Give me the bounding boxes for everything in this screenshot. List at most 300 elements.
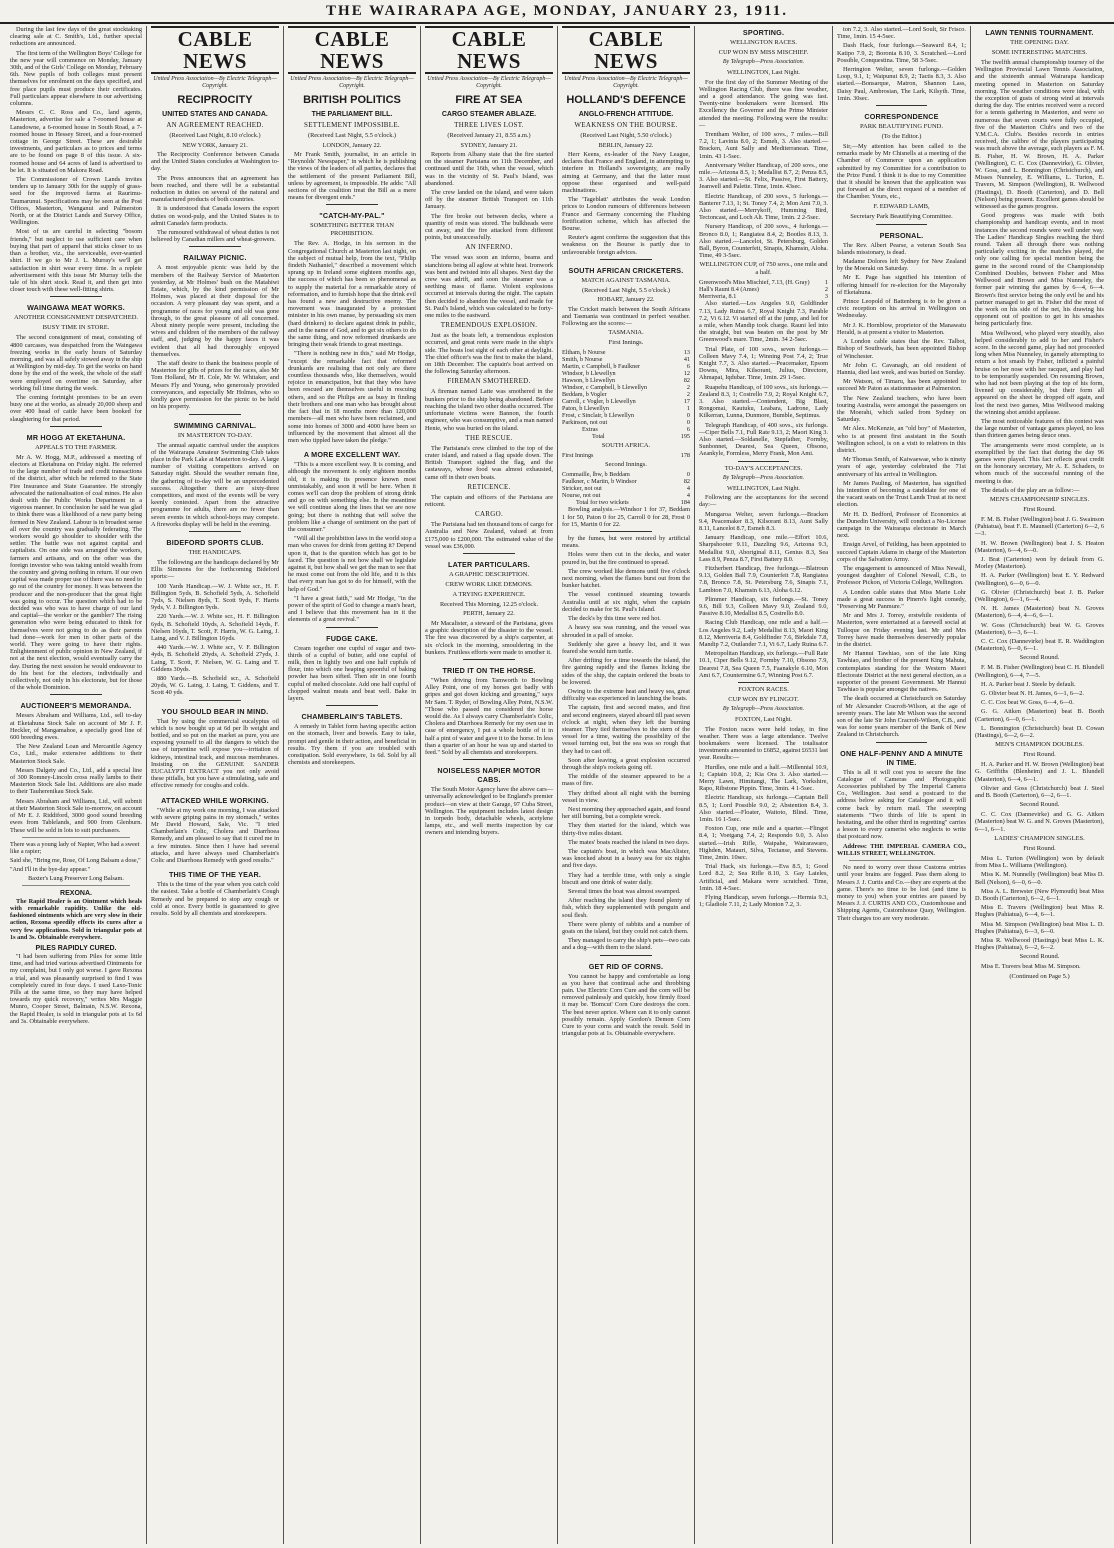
runs: 1 xyxy=(686,405,690,413)
para: by the fumes, but were restored by artificial means. xyxy=(562,535,690,550)
divider xyxy=(189,246,240,247)
divider xyxy=(600,955,651,956)
para: Suddenly she gave a heavy list, and it was feared she would turn turtle. xyxy=(562,640,690,655)
received-line: (Received Last Night, 8.10 o'clock.) xyxy=(169,132,261,139)
column-2 xyxy=(147,26,284,1544)
para: A London cable states that Miss Marie Lohr made a great success in Pinero's light comedy, "Preserving Mr Panmure." xyxy=(837,588,966,610)
horse: Hall's Rauni 8.4 (Ames) xyxy=(699,286,759,294)
divider xyxy=(876,742,928,743)
para: This is the time of the year when you catch cold the easiest. Take a bottle of Chamberlain's Cough Remedy and be prepared to stop any cough or cold at once. Every bottle is guaranteed to give results. Sold by all chemists and storekeepers. xyxy=(151,881,279,918)
match-result: L. Bonnington (Christchurch) beat D. Cowan (Hastings), 6—2, 6—2. xyxy=(975,724,1104,740)
divider xyxy=(463,759,514,760)
subheadline: SOME INTERESTING MATCHES. xyxy=(991,49,1088,56)
para: Mr Thomas Smith, of Kaiwaewae, who is ninety years of age, yesterday celebrated the 71st anniversary of his arrival in Wellington. xyxy=(837,456,966,478)
total-runs: 195 xyxy=(680,433,690,441)
para: The details of the play are as follow:— xyxy=(981,486,1080,494)
dateline: FOXTON, Last Night. xyxy=(735,716,792,724)
dateline: BERLIN, January 22. xyxy=(598,141,654,149)
runs: 0 xyxy=(686,419,690,427)
para: A London cable states that the Rev. Talbot, Bishop of Southwark, has been appointed Bishop of Winchester. xyxy=(837,338,966,360)
para: For the first day of the Summer Meeting of the Wellington Racing Club, there was fine weather, and a good attendance. The going was fast. Twenty-nine bookmakers were licensed. His Excellency the Governor and the Prime Minister attended the meeting. Following were the results:— xyxy=(699,78,828,129)
para: Messrs Dalgety and Co., Ltd., add a special line of 300 Romney-Lincoln cross really lambs to their Masterton Stock Sale list. Additions are also made to their Tauherenikau Stock Sale. xyxy=(10,766,142,796)
headline: BIDEFORD SPORTS CLUB. xyxy=(166,537,264,547)
para: "I have a great faith," said Mr Hodge, "in the power of the spirit of God to change a man's heart, and I believe that this movement has in it the elements of a great revival." xyxy=(288,594,416,624)
table-row xyxy=(699,286,828,293)
para: The Reciprocity Conference between Canada and the United States concludes at Washington to-day. xyxy=(151,151,279,173)
table-row xyxy=(699,279,828,286)
table-row xyxy=(562,426,690,433)
scorecard-south-africa xyxy=(562,452,690,459)
headline: BRITISH POLITICS xyxy=(303,94,401,106)
match-result: C. C. Cox beat W. Goss, 6—4, 6—0. xyxy=(981,699,1074,707)
total-label: Total xyxy=(592,433,605,441)
team-name: TASMANIA. xyxy=(608,329,644,337)
para: The arrangements were most complete, as is exemplified by the fact that during the day 96 games were played. This fact reflects great credit on the honorary secretary, Mr A. E. Schaders, to whom much of the successful running of the meeting is due. xyxy=(975,441,1104,485)
subheadline: WEAKNESS ON THE BOURSE. xyxy=(574,121,678,129)
headline: WAINGAWA MEAT WORKS. xyxy=(27,303,125,313)
match-result: Miss E. Travers (Wellington) beat Miss R. Hughes (Pahiatua), 6—4, 6—1. xyxy=(975,904,1104,919)
runs: 12 xyxy=(683,370,690,378)
divider xyxy=(738,682,790,683)
batsman: Windsor, c Campbell, b Llewellyn xyxy=(562,384,648,392)
subheadline: THREE LIVES LOST. xyxy=(454,121,524,129)
match-result: G. Olivier beat N. H. James, 6—1, 6—2. xyxy=(981,690,1085,698)
batsman: Smith, b Nourse xyxy=(562,356,603,364)
para: The staff desire to thank the business people of Masterton for gifts of prizes for the races, also Mr Tom Holland, Mr H. Cole, Mr W. Whitaker, and Messrs Fly and Young, who generously provided conveyances, and especially Mr Holmes, who so kindly gave permission for the picnic to be held on his property. xyxy=(151,360,279,411)
batsman: Stricker, not out xyxy=(562,485,602,493)
placing: 3 xyxy=(824,293,828,301)
batsman: Extras xyxy=(582,426,598,434)
para: The Rev. A. Hodge, in his sermon in the Congregational Church at Masterton last night, on the subject of mutual help, from the text, "Philip findeth Nathaniel," described a movement which sprang up in Ireland some eighteen months ago, the success of which has been so phenomenal as to supply the material for a remarkable story of reformation, and to furnish hope that the drink evil has found a new and destructive enemy. The movement was inaugurated by a protestant minister in his own manse, by persuading six men (hard drinkers) to declare against drink in public, and in the name of God, and to get six others to do the same thing, and now reformed drunkards are bringing their weak friends to great meetings. xyxy=(288,240,416,349)
table-row xyxy=(562,384,690,391)
subheadline: FIREMAN SMOTHERED. xyxy=(447,377,531,386)
para: Plimmer Handicap, six furlongs.—St. Toney 9.6, Bill 9.3, Colleen Mavy 9.0, Zealand 9.0, Passive 8.10, Medallist 8.5, Costrello 8.0. xyxy=(699,595,828,618)
para: Prince Leopold of Battenberg is to be given a civic reception on his arrival in Wellington on Wednesday. xyxy=(837,298,966,320)
para: This is all it will cost you to secure the fine Catalogue of Cameras and Photographic Accessories published by The Imperial Camera Co., Wellington. Just send a postcard to the address below asking for Catalogue and it will come back by return mail. The sweeping statements "Two thirds of life is spent in hesitating, and the other third in regretting" carries a lesson to every camerist who neglects to write that postcard now. xyxy=(837,768,966,841)
para: The first term of the Wellington Boys' College for the new year will commence on Monday, January 30th, and of the Girls' College on Monday, February 6th. New pupils of both colleges must present themselves for enrolment on the days specified, and free place pupils must produce their certificates. Full particulars appear elsewhere in our advertising columns. xyxy=(10,49,142,108)
match-result: Miss E. Travers beat Miss M. Simpson. xyxy=(981,963,1081,971)
para: Mr Alex. McKenzie, an "old boy" of Masterton, who is at present first assistant in the South Wellington school, is on a visit to relatives in this district. xyxy=(837,425,966,454)
para: They managed to carry the ship's pets—two cats and a dog—with them to the island. xyxy=(562,937,690,952)
headline: CHAMBERLAIN'S TABLETS. xyxy=(301,712,403,722)
para: Ensign Arvel, of Feilding, has been appointed to succeed Captain Adams in charge of the Masterton corps of the Salvation Army. xyxy=(837,541,966,563)
match-result: H. A. Parker and H. W. Brown (Wellington) beat G. Griffiths (Blenheim) and J. L. Blundell (Masterton), 6—4, 6—1. xyxy=(975,761,1104,783)
headline: ONE HALF-PENNY AND A MINUTE IN TIME. xyxy=(840,748,963,767)
press-association: United Press Association—By Electric Telegraph—Copyright. xyxy=(427,76,551,89)
subheadline: CARGO. xyxy=(474,510,504,519)
divider xyxy=(22,837,130,838)
dateline: PERTH, January 22. xyxy=(463,610,515,618)
para: Herr Keens, ex-leader of the Navy League, declares that France and England, in attempting to interfere in Holland's sovereignty, are really aiming at Germany, and that the latter must oppose these organised and well-paid machinations. xyxy=(562,151,690,195)
race-title: WELLINGTON CUP, of 750 sovs., one mile and a half. xyxy=(699,261,828,277)
table-row xyxy=(562,478,690,485)
verse-line: Said she, "Bring me, Rose, Of Long Balsam a dose," xyxy=(10,856,141,864)
innings-label: First Innings xyxy=(562,452,594,460)
para: The engagement is announced of Miss Newall, youngest daughter of Colonel Newall, C.B., to Professor Pickon, of Victoria College, Wellington. xyxy=(837,564,966,587)
divider xyxy=(600,531,651,532)
para: The Cricket match between the South Africans and Tasmania was continued in perfect weather. Following are the scores:— xyxy=(562,305,690,328)
para: It is understood that Canada lowers the export duties on wood-pulp, and the United States is to admit Canada's farm products. xyxy=(151,205,279,227)
match-result: C. C. Cox (Dannevirke) and G. G. Aitken (Masterton) beat W. G. and N. Groves (Masterton), 6—1, 6—1. xyxy=(975,811,1104,833)
para: Messrs Abraham and Williams, Ltd., sell to-day at Eketahuna Stock Sale on account of Mr J. F. Heckler, of Mangamahoe, a specially good line of 600 breeding ewes. xyxy=(10,712,142,742)
para: "Will all the prohibition laws in the world stop a man who craves for drink from getting it? Depend upon it, that is the question which has got to be faced. The question is not how shall we legislate against it, but how shall we get the man to see that he must come out from the old life, and it is this that every man has got to do for himself, with the help of God." xyxy=(288,535,416,593)
para: The 'Tageblatt' attributes the weak London prices to London rumours of differences between France and Germany concerning the Flushing fortification scheme, which has affected the Bourse. xyxy=(562,196,690,233)
para: The deck's by this time were red hot. xyxy=(568,615,661,623)
runs: 0 xyxy=(686,471,690,479)
subheadline: MATCH AGAINST TASMANIA. xyxy=(581,276,671,284)
headline: A MORE EXCELLENT WAY. xyxy=(303,450,401,460)
para: Good progress was made with both championship and handicap events, and in most instances the second rounds were well under way. The Ladies' Handicap Singles reaching the third round. Taken all through there was nothing particularly exciting in the matches played, the only one calling for special mention being the game in the second round of the Championship Combined Doubles, between Fisher and Miss Wellwood and Brown and Miss Nunneley, the former pair winning the games by 6—4, 6—4. Brown's first service being the only evil he and his partner managed to get in. Fisher did the most of the work on his side of the net, his drawing his opponent out of position to get in his smashes being particularly fine. xyxy=(975,212,1104,328)
batsman: Commaille, lbw, b Beddam xyxy=(562,471,630,479)
divider xyxy=(326,627,377,628)
para: Just as the boats left, a tremendous explosion occurred, and great rents were made in the ship's side. The boats lost sight of each other at daylight. The chief officer's was the first to make the island, on 18th December. The captain's boat arrived on the following Saturday afternoon. xyxy=(425,332,553,376)
para: Dash Hack, four furlongs.—Seaward 8.4, 1; Katipo 7.9, 2; Boronia 8.10, 3. Scratched.—Lord Possible, Conquestina. Time, 58 3-5sec. xyxy=(837,42,966,64)
para: The annual aquatic carnival under the auspices of the Wairarapa Amateur Swimming Club takes place in the Park Lake at Masterton to-day. A large number of visiting competitors arrived on Saturday night. Should the weather remain fine, the gathering of to-day will be an unprecedented success. Altogether there are sixty-three competitors, and most of the events will be very keenly contested. Apart from the attractive programme for adults, there are no fewer than seven events in which school-boys may compete. A fireworks display will be held in the evening. xyxy=(151,441,279,528)
section-title: CABLE NEWS xyxy=(288,26,416,74)
para: You cannot be happy and comfortable as long as you have that continual ache and throbbing pain. Use Electric Corn Cure and the corn will be removed painlessly and quickly, how firmly fixed it may be. 'Bomcut' Corn Cure destroys the corn. The best never aprice. Where can it to only cannot possibly remain. Apply Gordon's Demon Corn Cure to your corns and watch the result. Sold in triangular pots at 1s. Obtainable everywhere. xyxy=(562,972,690,1038)
headline: LATER PARTICULARS. xyxy=(448,559,530,569)
headline: FIRE AT SEA xyxy=(455,94,523,106)
subheadline: CUP WON BY MISS MISCHIEF. xyxy=(718,49,809,56)
section-title: CABLE NEWS xyxy=(562,26,690,74)
placing: 1 xyxy=(824,279,828,287)
para: A remedy in Tablet form having specific action on the stomach, liver and bowels. Easy to take, prompt and gentle in their action, and beneficial in results. Try them if you are troubled with constipation. Sold everywhere, 1s 6d. Sold by all chemists and storekeepers. xyxy=(288,723,416,767)
para: There were plenty of rabbits and a number of goats on the island, but they could not catch them. xyxy=(562,920,690,936)
para: Mr and Mrs J. Torrey, erstwhile residents of Masterton, were entertained at a farewell social at Tulloque on Friday evening last. Mr and Mrs Torrey have made themselves deservedly popular in the district. xyxy=(837,612,966,649)
subheadline: FOXTON RACES. xyxy=(738,686,789,694)
para: Several times the boat was almost swamped. xyxy=(568,888,681,895)
byline: By Telegraph—Press Association. xyxy=(722,474,805,481)
divider xyxy=(189,414,240,415)
subheadline: THE PARLIAMENT BILL. xyxy=(311,111,393,118)
para: 100 Yards Handicap.—W. J. White scr., H. F. Billington 5yds, B. Schofield 5yds, A. Schofield 7yds, S. Nielsen 8yds, T. Scott 9yds, F. Harris 9yds, V. J. Billington 9yds. xyxy=(151,582,279,612)
dateline: NEW YORK, January 21. xyxy=(182,141,248,149)
press-association: United Press Association—By Electric Telegraph—Copyright. xyxy=(564,76,688,89)
para: Mr Frank Smith, journalist, in an article in "Reynolds' Newspaper," in which he is publishing the views of the leaders of all parties, declares that the settlement of the present Parliament Bill, unless by agreement, is impossible. He adds: "All sections of the coalition treat the Bill as a mere means for divergent ends." xyxy=(288,151,416,202)
headline: MR HOGG AT EKETAHUNA. xyxy=(26,432,126,442)
para: 220 Yards.—W. J. White scr., H. F. Billington 6yds, B. Schofield 10yds, A. Schofield 14yds, F. Nielsen 16yds, T. Scott, F. Harris, W. G. Laing, J. Laing, and V. J. Billington 16yds. xyxy=(151,613,279,642)
dateline: SYDNEY, January 21. xyxy=(460,141,518,149)
table-row xyxy=(562,492,690,499)
table-row xyxy=(562,471,690,478)
match-result: Miss A. L. Brewster (New Plymouth) beat Miss D. Booth (Carterton), 6—2, 6—1. xyxy=(975,887,1104,902)
para: Trial Hack, six furlongs.—Eva 8.5, 1; Good Lord 8.2, 2; Sea Rifle 8.10, 3. Gay Laieles, Artificial, and Makara were scratched. Time, 1min. 18 4-5sec. xyxy=(699,863,828,892)
para: Messrs C. C. Ross and Co., land agents, Masterton, advertise for sale a 7-roomed house at Lansdowne, a 6-roomed house in South Road, a 7-roomed house in Hessey Street, and a four-roomed cottage in George Street. These are desirable investments, and particulars as to prices and terms are to be found on page 8 of this issue. A six-roomed house and 64 acres of land is advertised to be let. It is situated on Makora Road. xyxy=(10,109,142,174)
headline: YOU SHOULD BEAR IN MIND. xyxy=(161,706,269,716)
para: Mr Macalister, a steward of the Parisiana, gives a graphic description of the disaster to the vessel. The fire was discovered by a ship's carpenter, at six o'clock in the morning, smouldering in the bunkers. Fruitless efforts were made to smother it. xyxy=(425,619,553,656)
headline: THIS TIME OF THE YEAR. xyxy=(168,870,262,880)
divider xyxy=(50,426,103,427)
match-result: H. A. Parker beat J. Steele by default. xyxy=(981,680,1076,688)
table-row xyxy=(562,349,690,356)
ad-title: PILES RAPIDLY CURED. xyxy=(35,944,117,952)
divider xyxy=(876,224,928,225)
dateline: WELLINGTON, Last Night. xyxy=(727,484,800,492)
received-line: (Received January 21, 8.55 a.m.) xyxy=(447,132,531,139)
section-title: CABLE NEWS xyxy=(425,26,553,74)
para: Also started.—Los Angeles 9.0, Goldfinder 7.13, Lady Ruina 6.7, Royal Knight 7.3, Parable 7.2, Vi 6.12. Vi started off at the jump, and led for a mile, when Mandip took charge. Rauni led into the straight, but was beaten on the post by Mr Greenwood's mare. Time, 2min. 34 2-5sec. xyxy=(699,300,828,344)
table-row xyxy=(562,405,690,412)
column-8 xyxy=(971,26,1108,1544)
para: The following are the handicaps declared by Mr Ellis Simmons for the forthcoming Bideford sports:— xyxy=(151,558,279,581)
table-row xyxy=(562,356,690,363)
para: Mr John C. Cavanagh, an old resident of Hannia, died last week, and was buried on Sunday. xyxy=(837,361,966,376)
headline: AUCTIONEER'S MEMORANDA. xyxy=(20,701,132,711)
para: January Handicap, one mile.—Effort 10.6, Sharpshooter 9.11, Dazzling 9.6, Arizona 9.3, Medallist 9.0, Aboriginal 8.11, Genius 8.3, Sea Lass 8.9, Penza 8.7, First Battery 8.0. xyxy=(699,534,828,563)
para: Most of us are careful in selecting "bosom friends," but neglect to use sufficient care when buying that part of apparel that sticks closer to us than a brother, viz., the serviceable, ever-wanted shirt. If we go to Mr J. L. Murray's we'll get satisfaction in shirt wear every time. In a replete advertisement with this issue Mr Murray tells the tale of his shirt stock. Read it, and then get into closer touch with these well-fitting shirts. xyxy=(10,228,142,294)
headline: HOLLAND'S DEFENCE xyxy=(566,94,686,106)
scorecard-tasmania xyxy=(562,349,690,440)
headline: LAWN TENNIS TOURNAMENT. xyxy=(985,28,1094,37)
table-row xyxy=(562,391,690,398)
batsman: Carroll, c Vogler, b Llewellyn xyxy=(562,398,636,406)
para: Nursery Handicap, of 200 sovs., 4 furlongs.—Bronco 8.0, 1; Rangiatea 8.4, 2; Bootles 8.13, 3. Also started.—Lancelot, St. Petersburg, Golden Ball, Byron, Counterfeit, Sinapis, Khamsin, Aloha. Time, 49 3-5sec. xyxy=(699,223,828,260)
match-result: Miss R. Wellwood (Hastings) beat Miss L. K. Hughes (Pahiatua), 6—2, 6—2. xyxy=(975,936,1104,952)
para: Messrs Abraham and Williams, Ltd., will submit at their Masterton Stock Sale to-morrow, on account of Mr E. J. Riddiford, 3000 good sound breeding ewes from Tablelands, and 900 from Glenburn. These will be sold in lots to suit purchasers. xyxy=(10,797,142,834)
match-result: H. W. Brown (Wellington) beat J. S. Heaton (Masterton), 6—4, 6—0. xyxy=(975,539,1104,554)
para: The rumoured withdrawal of wheat duties is not believed by Canadian millers and wheat-growers. xyxy=(151,229,279,244)
ad-title: REXONA. xyxy=(60,889,92,897)
divider xyxy=(463,553,514,554)
column-1 xyxy=(6,26,147,1544)
subheadline: A TRYING EXPERIENCE. xyxy=(452,590,526,598)
batsman: Eltham, b Nourse xyxy=(562,349,606,357)
table-row xyxy=(699,293,828,300)
subheadline: MEN'S CHAMPION DOUBLES. xyxy=(995,741,1084,749)
column-4 xyxy=(421,26,558,1544)
para: The vessel was soon an inferno, beams and stanchions being all aglow at white heat. Ironwork was bent and twisted into all shapes. Next day the crew was adrift, and soon the steamer was a seething mass of flame. Violent explosions occurred at intervals during the night. The captain then decided to abandon the vessel, and made for St. Paul's Island, which was calculated to be forty-one miles to the eastward. xyxy=(425,254,553,320)
divider xyxy=(463,659,514,660)
headline: PERSONAL. xyxy=(879,230,924,240)
section-title: CABLE NEWS xyxy=(151,26,279,74)
match-result: W. Goss (Christchurch) beat W. G. Groves (Masterton), 6—3, 6—1. xyxy=(975,621,1104,636)
subheadline: A GRAPHIC DESCRIPTION. xyxy=(449,570,529,578)
para: The Foxton races were held today, in fine weather. There was a large attendance. Twelve bookmakers were licensed. The totalisator investments amounted to £6852, against £6531 last year. Results:— xyxy=(699,725,828,762)
para: They then started for the island, which was thirty-five miles distant. xyxy=(562,822,690,837)
para: 440 Yards.—W. J. White scr., V. F. Billington 4yds, B. Schofield 20yds, A. Schofield 27yds, J. Laing, T. Scott, F. Nielsen, W. G. Laing and T. Giddens 30yds. xyxy=(151,644,279,673)
runs: 17 xyxy=(683,398,690,406)
divider xyxy=(189,531,240,532)
runs: 2 xyxy=(686,384,690,392)
match-result: G. G. Aitken (Masterton) beat B. Booth (Carterton), 6—0, 6—1. xyxy=(975,708,1104,723)
subheadline: BUSY TIME IN STORE. xyxy=(42,324,110,332)
match-result: G. Olivier (Christchurch) beat J. B. Parker (Wellington), 6—1, 6—4. xyxy=(975,588,1104,604)
headline: NOISELESS NAPIER MOTOR CABS. xyxy=(437,766,541,785)
runs: 0 xyxy=(686,412,690,420)
headline: TRIED IT ON THE HORSE. xyxy=(442,665,536,675)
press-association: United Press Association—By Electric Telegraph—Copyright. xyxy=(153,76,277,89)
divider xyxy=(876,105,928,106)
para: The New Zealand teachers, who have been touring Australia, were amongst the passengers on the Moerahi, which sailed from Sydney on Saturday. xyxy=(837,394,966,424)
masthead xyxy=(0,0,1114,24)
para: 880 Yards.—B. Schofield scr., A. Schofield 20yds, W. G. Laing, J. Laing, T. Giddens, and T. Scott 40 yds. xyxy=(151,674,279,697)
para: The captain and officers of the Parisiana are reticent. xyxy=(425,493,553,508)
divider xyxy=(738,461,790,462)
subheadline: THE HANDICAPS. xyxy=(188,548,242,556)
column-3 xyxy=(284,26,421,1544)
divider xyxy=(326,705,377,706)
para: A most enjoyable picnic was held by the members of the Railway Service of Masterton yesterday, at Mr Holmes' bush on the Matahiwi Estate, which, by the kind permission of Mr Holmes, was placed at their disposal for the occasion. A very pleasant day was spent, and a programme of races for young and old was gone through, to the great pleasure of all concerned. About ninety people were present, including the wives and children of the members of the railway staff, and, judging by the happy faces it was evident that all had thoroughly enjoyed themselves. xyxy=(151,264,279,358)
runs: 2 xyxy=(686,391,690,399)
para: After reaching the island they found plenty of fish, which they supplemented with penguin and soul flesh. xyxy=(562,897,690,919)
round-label: First Round. xyxy=(1023,751,1056,759)
para: The second consignment of meat, consisting of 4800 carcases, was despatched from the Waingawa freezing works in the early hours of Saturday morning, and was all safely stowed away in the ship at Wellington by mid-day. To get the works on hand done by the end of the week, the whole of the staff were employed on overtime on Saturday, after working full time during the week. xyxy=(10,334,142,392)
para: That by using the commercial eucalyptus oil which is now bought up at 6d per lb weight and bottled, and so put on the market as pure, you are exposing yourself to all the dangers to which the use of turpentine will expose you—irritation of kidneys, intestinal track, and mucous membranes. Insisting on the GENUINE SANDER EUCALYPTI EXTRACT you not only avoid these pitfalls, but you have a stimulating, safe and effective remedy for coughs and colds. xyxy=(151,717,279,790)
para: Ruapehu Handicap, of 100 sovs., six furlongs.—Zealand 8.3, 1; Costrello 7.9, 2; Royal Knight 6.7, 3. Also started.—Contendent, Big Blast, Rongomai, Kautuku, Leabara, Ladrone, Lady Kilkerran, Lunna, Dunmore, Bumble, Septimus. xyxy=(699,383,828,420)
match-result: N. H. James (Masterton) beat N. Groves (Masterton), 6—4, 4—6, 6—1. xyxy=(975,605,1104,620)
table-row xyxy=(562,419,690,426)
subheadline: SETTLEMENT IMPOSSIBLE. xyxy=(304,121,400,129)
para: Electric Handicap, of 200 sovs., 5 furlongs.—Banterer 7.13, 1; St. Toney 7.4, 2; Mon Ami 7.0, 3. Also started.—Merrykoff, Humming Bird, Tectoncast, and Loch Alt. Time, 1min. 2 2-5sec. xyxy=(699,192,828,222)
para: Mr Hannui Tawhiao, son of the late King Tawhiao, and brother of the present King Mahuta, contemplates standing for the Western Maori Electorate District at the next general election, as a supporter of the present Government. Mr Hannui Tawhiao is popular amongst the natives. xyxy=(837,650,966,694)
batsman: Frost, c Sinclair, b Llewellyn xyxy=(562,412,634,420)
subheadline: SOMETHING BETTER THAN PROHIBITION. xyxy=(309,222,394,238)
para: Mr J. K. Hornblow, proprietor of the Manawatu Herald, is at present a visitor to Masterton. xyxy=(837,321,966,336)
verse-line: There was a young lady of Napier, Who had a sweet like a rapier; xyxy=(10,840,140,855)
match-result: C. C. Cox (Dannevirke) beat E. R. Waddington (Masterton), 6—0, 6—1. xyxy=(975,638,1104,653)
table-row xyxy=(562,485,690,492)
runs: 82 xyxy=(683,478,690,486)
round-label: Second Round. xyxy=(1019,801,1060,809)
para: The Rev. Albert Pearse, a veteran South Sea Islands missionary, is dead. xyxy=(837,241,966,256)
match-result: J. Brat (Carterton) won by default from G. Morley (Masterton). xyxy=(975,556,1104,571)
batsman: Parkinson, not out xyxy=(562,419,608,427)
para: Mr E. Page has signified his intention of offering himself for re-election for the Mayoralty of Eketahuna. xyxy=(837,274,966,296)
para: The South Motor Agency have the above cars—universally acknowledged to be England's premier product—on view at their Garage, 97 Cuba Street, Wellington. The equipment includes latest design in torpedo body, detachable wheels, acetylene lamps, etc., and well merits inspection by car owners and intending buyers. xyxy=(425,786,553,837)
para: Holes were then cut in the decks, and water poured in, but the fire continued to spread. xyxy=(562,551,690,566)
para: ton 7.2, 3. Also started.—Lord Soult, Sir Frisco. Time, 1min. 15 4-5sec. xyxy=(837,26,966,41)
para: Foxton Cup, one mile and a quarter.—Flingot 8.4, 1; Voetgang 7.4, 2; Respondo 9.0, 3. Also started.—Irish Rifle, Waipahe, Wairarawaro, Highden, Matauri, Silva, Tectanse, and Stevens. Time, 2min. 10sec. xyxy=(699,825,828,861)
para: Cream together one cupful of sugar and two-thirds of a cupful of butter, add one cupful of milk, then in lightly two and one half cupfuls of flour, into which one heaping spoonful of baking powder has been sifted. Then stir in one fourth cupful of melted chocolate. Add one half cupful of chopped walnut meats and beat well. Bake in layers. xyxy=(288,644,416,702)
para: The crew worked like demons until five o'clock next morning, when the flames burst out from the bunker hatchet. xyxy=(562,567,690,590)
ad-text: "I had been suffering from Piles for some little time, and had tried various advertised Ointments for my complaint, but I only got worse. I gave Rexona a trial, and was pleasantly surprised to find I was completely cured in four days. I used Laxo-Tonic Pills at the same time, so they may have helped towards my quick recovery," writes Mrs Maggie Munro, Cooper Street, Balmain, N.S.W. Rexona, the Rapid Healer, is sold in triangular pots at 1s 6d and 3s. Obtainable everywhere. xyxy=(10,952,142,1025)
innings-label: Second Innings. xyxy=(605,461,647,469)
para: Address: THE IMPERIAL CAMERA CO., WILLIS STREET, WELLINGTON. xyxy=(837,842,966,857)
subheadline: UNITED STATES AND CANADA. xyxy=(162,111,268,118)
subheadline: IN MASTERTON TO-DAY. xyxy=(177,431,253,439)
subheadline: THE OPENING DAY. xyxy=(1010,39,1069,46)
para: The coming fortnight promises to be an even busy one at the works, as already 20,000 sheep and over 400 head of cattle have been booked for slaughtering for that period. xyxy=(10,393,142,423)
columns xyxy=(6,26,1108,1544)
para: Reuter's agent confirms the suggestion that this weakness on the Bourse is partly due to unfavourable foreign advices. xyxy=(562,234,690,256)
para: A heavy sea was running, and the vessel was shrouded in a pall of smoke. xyxy=(562,624,690,639)
para: Next morning they approached again, and found her still burning, but a complete wreck. xyxy=(562,805,690,821)
dateline: WELLINGTON, Last Night. xyxy=(727,69,800,76)
column-5 xyxy=(558,26,695,1544)
horse: Greenwood's Miss Mischief, 7.13, (H. Gray) xyxy=(699,279,810,287)
para: During the last few days of the great stocktaking clearing sale at C. Smith's, Ltd., further special reductions are announced. xyxy=(10,26,142,48)
divider xyxy=(50,694,103,695)
headline: RAILWAY PICNIC. xyxy=(183,253,247,263)
match-result: F. M. B. Fisher (Wellington) beat J. G. Swainson (Pahiatua), beat F. E. Maunsell (Carterton) 6—2, 6—3. xyxy=(975,515,1104,538)
subheadline: CARGO STEAMER ABLAZE. xyxy=(441,111,537,118)
round-label: First Round. xyxy=(1023,844,1056,852)
runs: 6 xyxy=(686,426,690,434)
para: Hurdles, one mile and a half.—Millennial 10.9, 1; Captain 10.8, 2; Kia Ora 3. Also started.—Merry Lawn, Himitangi, The Lark, Yorkshire, Rapo, Ribstone Pippin. Time, 3min. 4 1-5sec. xyxy=(699,763,828,793)
subheadline: CREW WORK LIKE DEMONS. xyxy=(445,580,533,588)
para: The middle of the steamer appeared to be a mass of fire. xyxy=(562,773,690,788)
para: "While at my work one morning, I was attacked with severe griping pains in my stomach," writes Mr David Howard, Sale, Vic. "I tried Chamberlain's Colic, Cholera and Diarrhoea Remedy, and am pleased to say that it cured me in a few minutes. Since then I have had several attacks, and have always used Chamberlain's Colic and Diarrhoea Remedy with good results." xyxy=(151,806,279,865)
headline: SWIMMING CARNIVAL. xyxy=(173,420,257,430)
para: The vessel continued steaming towards Australia until at six night, when the captain decided to make for St. Paul's Island. xyxy=(562,591,690,613)
total-label: Total for two wickets xyxy=(576,499,629,507)
headline: ATTACKED WHILE WORKING. xyxy=(161,795,269,805)
para: Soon after leaving, a great explosion occurred through the ship's rockets going off. xyxy=(562,756,690,771)
match-result: Olivier and Goss (Christchurch) beat J. Steel and B. Booth (Carterton), 6—2, 6—1. xyxy=(975,784,1104,800)
table-row xyxy=(562,363,690,370)
para: Flying Handicap, seven furlongs.—Hermia 9.3, 1; Gladiole 7.11, 2; Lady Monton 7.2, 3. xyxy=(699,893,828,909)
divider xyxy=(600,259,651,260)
subheadline: RETICENCE. xyxy=(467,482,511,491)
para: Mr H. D. Bedford, Professor of Economics at the Dunedin University, will conduct a No-License campaign in the Wairarapa electorate in March next. xyxy=(837,510,966,540)
column-7 xyxy=(833,26,971,1544)
para: Owing to the extreme heat and heavy sea, great difficulty was experienced in launching the boats. xyxy=(562,687,690,703)
para: Following are the acceptances for the second day:— xyxy=(699,494,828,509)
para: Mr Watson, of Timaru, has been appointed to succeed Mr Paton as stationmaster at Palmerston. xyxy=(837,378,966,393)
para: Racing Club Handicap, one mile and a half.—Los Angeles 9.2, Lady Medallist 8.13, Maori King 8.12, Merriveria 8.4, Goldfinder 7.6, Birkdale 7.8, Mandip 7.2, Outlander 7.1, Vi 6.7, Lady Ruina 6.7. xyxy=(699,619,828,648)
para: Anniversary Welter Handicap, of 200 sovs., one mile.—Arizona 8.5, 1; Medallist 8.7, 2; Penza 8.5, 3. Also started.—St. Felix, Passive, First Battery, Jeanwell and Palette. Time, 1min. 43sec. xyxy=(699,161,828,191)
subheadline: PARK BEAUTIFYING FUND. xyxy=(859,123,943,131)
para: The crew landed on the island, and were taken off by the steamer British Transport on 11th January. xyxy=(425,189,553,211)
divider xyxy=(189,700,240,701)
para: The fire broke out between decks, where a quantity of resin was stored. The bulkheads were cut away, and the fire attacked from different points, but unsuccessfully. xyxy=(425,212,553,242)
para: Trial Plate, of 100 sovs., seven furlongs.—Colleen Mavy 7.4, 1; Winning Post 7.4, 2; True Knight 7.7, 3. Also started.—Peacemaker, Epsom Downs, Mira, Kilsorant, Julius, Directore, Ahmapai, Iqdubar. Time, 1min. 29 1-5sec. xyxy=(699,345,828,382)
received-line: Received This Morning, 12.25 o'clock. xyxy=(439,600,539,608)
runs: 82 xyxy=(683,377,690,385)
subheadline: MEN'S CHAMPIONSHIP SINGLES. xyxy=(989,495,1090,503)
headline: SPORTING. xyxy=(742,28,785,37)
subheadline: TO-DAY'S ACCEPTANCES. xyxy=(724,464,803,472)
subheadline: (To the Editor.) xyxy=(881,133,922,141)
subheadline: AN AGREEMENT REACHED. xyxy=(166,121,264,129)
round-label: Second Round. xyxy=(1019,654,1060,662)
headline: FUDGE CAKE. xyxy=(326,633,378,643)
subheadline: CUP WON BY FLINGOT. xyxy=(728,696,799,704)
para: Mungaroa Welter, seven furlongs.—Bracken 9.4, Peacemaker 8.3, Kilsorant 8.13, Aunt Sally 8.11, Lancelot 8.7, Esmeh 8.3. xyxy=(699,510,828,532)
received-line: (Received Last Night, 5.5 o'clock.) xyxy=(307,132,397,139)
signature: F. EDWARD LAMB, xyxy=(873,202,930,210)
para: A fireman named Latte was smothered in the bunkers prior to the ship being abandoned. Before reaching the island two other deaths occurred. The unfortunate victims were Bannon, the fourth engineer, who was consumptive, and a man named Henie, who was buried on the island. xyxy=(425,388,553,432)
total-row xyxy=(562,499,690,506)
scorecard-south-africa-second xyxy=(562,471,690,506)
para: The twelfth annual championship tourney of the Wellington Provincial Lawn Tennis Association, and the sixteenth annual Wairarapa handicap meeting opened in Masterton on Saturday morning. The weather conditions were ideal, with the exception of gusts of strong wind at intervals during the day. The entries received were a record for a tennis gathering in Masterton, and were so numerous that seven courts were fully occupied, five of the Masterton Club's and two of the Y.M.C.A. Club's. Besides records in entries received, the calibre of the players participating was much above the average, such players as F. M. B. Fisher, H. W. Brown, H. A. Parker (Wellington), C. C. Cox (Dannevirke), G. Olivier, W. Goss, and L. Bonnington (Christchurch), and Misses Nunneley, E. Williams, L. Turton, E. Travers, M. Simpson (Wellington), R. Wellwood (Hastings), D. Booth (Carterton), and D. Bell (Nelson) being present. Excellent games should be witnessed as the games progress. xyxy=(975,59,1104,211)
batsman: Paton, b Llewellyn xyxy=(562,405,609,413)
match-result: F. M. B. Fisher (Wellington) beat C. H. Blundell (Wellington), 6—4, 7—5. xyxy=(975,664,1104,679)
para: Madame Dolores left Sydney for New Zealand by the Moeraki on Saturday. xyxy=(837,258,966,273)
runs: 4 xyxy=(686,485,690,493)
table-row xyxy=(562,452,690,459)
innings-label: First Innings. xyxy=(608,339,644,347)
headline: GET RID OF CORNS. xyxy=(588,961,664,971)
para: The captain's boat, in which was MacAlister, was knocked about in a heavy sea for six nights and five days. xyxy=(562,847,690,870)
divider xyxy=(326,204,377,205)
batsman: Beddam, b Vogler xyxy=(562,391,607,399)
divider xyxy=(50,296,103,297)
batsman: Martin, c Campbell, b Faulkner xyxy=(562,363,641,371)
subheadline: WELLINGTON RACES. xyxy=(729,39,798,46)
placing: 2 xyxy=(824,286,828,294)
batsman: Faulkner, c Martin, b Windsor xyxy=(562,478,637,486)
subheadline: LADIES' CHAMPION SINGLES. xyxy=(994,834,1085,842)
dateline: LONDON, January 22. xyxy=(322,141,382,149)
received-line: (Received Last Night, 5.50 o'clock.) xyxy=(580,132,672,139)
table-row xyxy=(562,412,690,419)
total-runs: 184 xyxy=(680,499,690,507)
subheadline: AN INFERNO. xyxy=(465,243,513,252)
verse-line: Baxter's Lung Preserver Long Balsam. xyxy=(28,874,124,882)
round-label: First Round. xyxy=(1023,505,1056,513)
para: "When driving from Tamworth to Bowling Alley Point, one of my horses got badly with gripes and got down kicking and groaning," says Mr Sam. T. Ryder, of Bowling Alley Point, N.S.W. "Those who passed me considered the horse would die. As I always carry Chamberlain's Colic, Cholera and Diarrhoea Remedy for my own use in case of emergency, I put a whole bottle of it in half a pint of water and gave it to the horse. In less than a quarter of an hour he was up and started to feed." Sold by all chemists and storekeepers. xyxy=(425,676,553,756)
